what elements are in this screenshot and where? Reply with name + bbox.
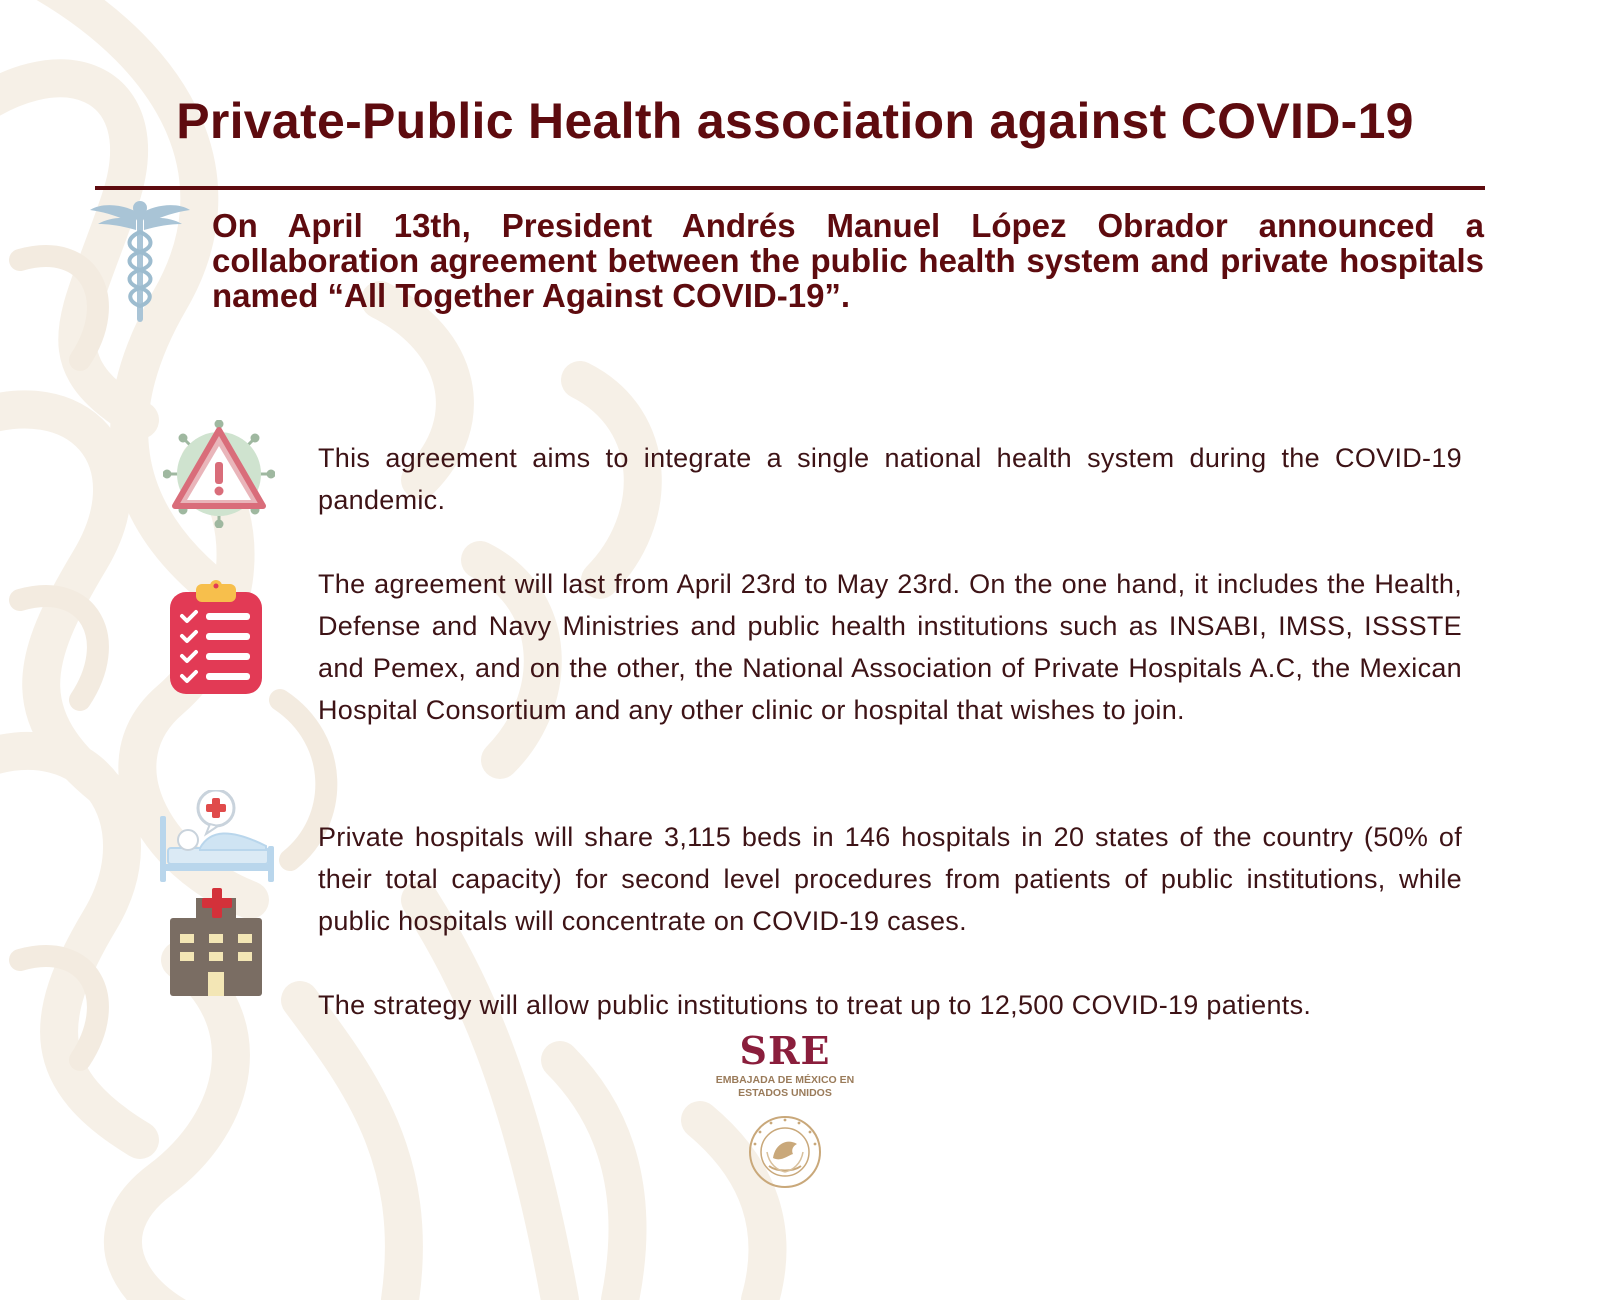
virus-warning-icon <box>163 420 275 528</box>
hospital-bed-icon <box>160 790 276 882</box>
hospital-building-icon <box>170 888 262 996</box>
clipboard-checklist-icon <box>170 578 262 694</box>
embassy-subtitle-line1: EMBAJADA DE MÉXICO EN <box>715 1074 855 1086</box>
paragraph-agreement-aim: This agreement aims to integrate a single national health system during the COVID-19 pandemic. <box>318 443 1462 515</box>
embassy-subtitle <box>700 1074 870 1100</box>
caduceus-icon <box>90 196 190 328</box>
title-divider <box>95 186 1485 190</box>
intro-statement: On April 13th, President Andrés Manuel López Obrador announced a collaboration agreement between the public health system and private hospitals named “All Together Against COVID-19”. <box>212 207 1484 314</box>
national-seal-icon <box>747 1114 823 1190</box>
paragraph-agreement-duration: The agreement will last from April 23rd to May 23rd. On the one hand, it includes the Health, Defense and Navy Ministries and public health institutions such as INSABI, IMSS, ISSSTE and Pemex, and on the other, the National Association of Private Hospitals A.C, the Mexican Hospital Consortium and any other clinic or hospital that wishes to join. <box>318 569 1462 725</box>
paragraph-strategy-capacity: The strategy will allow public institutions to treat up to 12,500 COVID-19 patients. <box>318 990 1312 1020</box>
page-title: Private-Public Health association against COVID-19 <box>176 93 1414 149</box>
sre-logo: SRE <box>739 1028 831 1073</box>
paragraph-bed-sharing: Private hospitals will share 3,115 beds in 146 hospitals in 20 states of the country (50% of their total capacity) for second level procedures from patients of public institutions, while public hospitals will concentrate on COVID-19 cases. <box>318 822 1462 936</box>
embassy-subtitle-line2: ESTADOS UNIDOS <box>738 1087 832 1099</box>
footer-logo-block <box>700 1030 870 1190</box>
